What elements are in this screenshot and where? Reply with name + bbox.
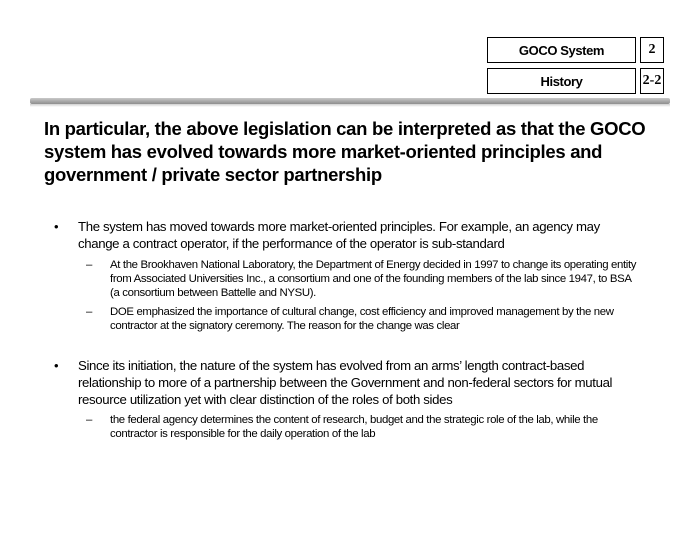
section-number-box <box>640 37 664 63</box>
slide-headline: In particular, the above legislation can be interpreted as that the GOCO system has evolved towards more market-oriented principles and government / private sector partnership <box>44 118 646 185</box>
sub-bullet-text: DOE emphasized the importance of cultural change, cost efficiency and improved management by the new contractor at the signatory ceremony. The reason for the change was clear <box>110 306 614 332</box>
subsection-number: 2-2 <box>642 73 662 88</box>
header-divider-shadow <box>30 104 670 107</box>
bullet-text: Since its initiation, the nature of the system has evolved from an arms’ length contract-based relationship to more of a partnership between the Government and non-federal sectors for mutual resource utilization yet with clear distinction of the roles of both sides <box>78 358 613 407</box>
sub-bullet-text: At the Brookhaven National Laboratory, the Department of Energy decided in 1997 to change its operating entity from Associated Universities Inc., a consortium and one of the founding members of the lab since 1947, to BSA (a consortium between Battelle and NYSU). <box>110 259 637 299</box>
subsection-number-box <box>640 68 664 94</box>
subsection-label: History <box>540 73 583 89</box>
bullet-marker: • <box>54 358 59 373</box>
section-number: 2 <box>648 42 656 57</box>
bullet-text: The system has moved towards more market-oriented principles. For example, an agency may change a contract operator, if the performance of the operator is sub-standard <box>78 219 600 251</box>
subsection-label-box <box>487 68 636 94</box>
section-label: GOCO System <box>518 42 605 58</box>
sub-bullet-marker: – <box>86 259 93 271</box>
section-label-box <box>487 37 636 63</box>
sub-bullet-text: the federal agency determines the content of research, budget and the strategic role of the lab, while the contractor is responsible for the daily operation of the lab <box>110 414 598 440</box>
sub-bullet-marker: – <box>86 414 93 426</box>
bullet-marker: • <box>54 219 59 234</box>
sub-bullet-marker: – <box>86 306 93 318</box>
